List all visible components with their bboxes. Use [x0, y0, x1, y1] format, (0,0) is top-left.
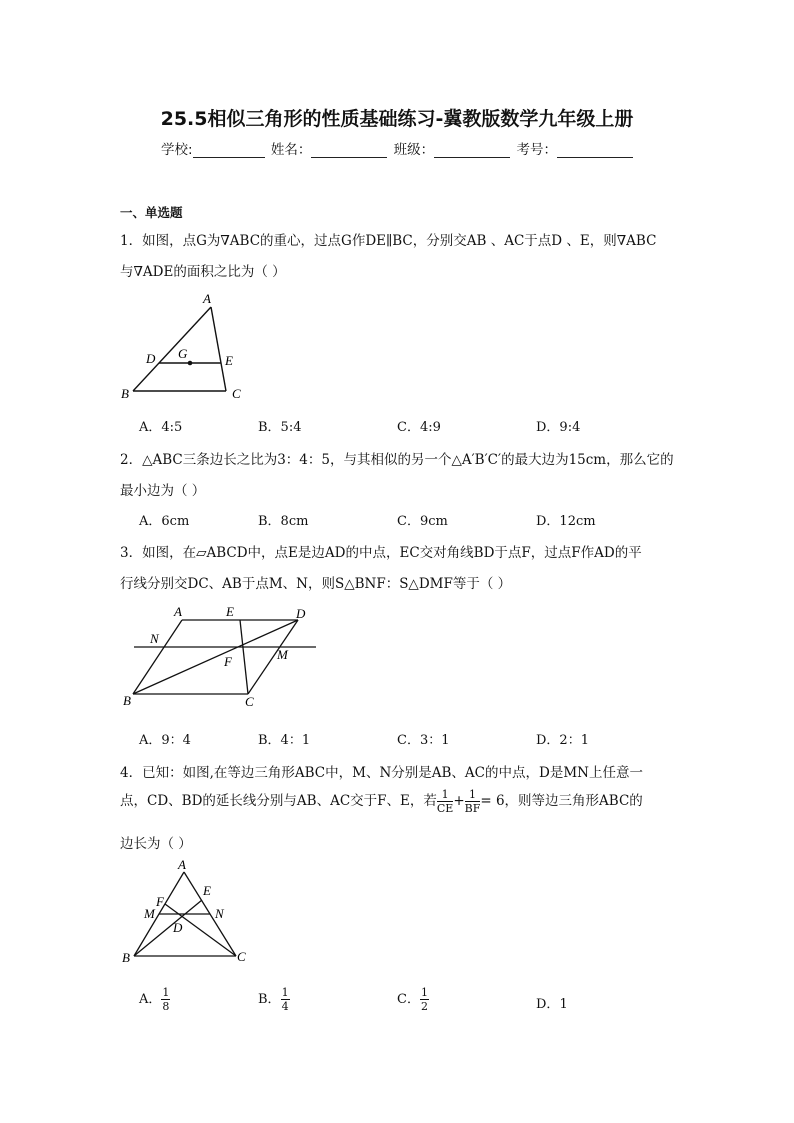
q1-figure: [116, 288, 256, 403]
q2-option-a[interactable]: A．6cm: [139, 514, 190, 529]
q3-label-n: N: [150, 631, 159, 646]
exam-no-label: 考号：: [516, 142, 557, 158]
q1-option-c[interactable]: C．4:9: [397, 420, 441, 435]
q3-label-m: M: [277, 647, 288, 662]
q1-label-e: E: [225, 353, 233, 368]
q1-stem-line1: 1．如图，点G为∇ABC的重心，过点G作DE∥BC，分别交AB 、AC于点D 、E，则∇ABC: [120, 233, 657, 249]
q1-side-ac: [211, 307, 226, 391]
page-title: 25.5相似三角形的性质基础练习-冀教版数学九年级上册: [160, 108, 634, 130]
q3-label-b: B: [123, 693, 131, 708]
q4-label-d: D: [173, 920, 183, 935]
q1-label-c: C: [232, 386, 241, 401]
q3-stem-line1: 3．如图，在▱ABCD中，点E是边AD的中点，EC交对角线BD于点F，过点F作AD的平: [120, 545, 642, 561]
q4-label-e: E: [203, 883, 211, 898]
q3-segment-ec: [240, 620, 248, 694]
q4-label-m: M: [144, 906, 155, 921]
q3-label-e: E: [226, 604, 234, 619]
q4-stem-line1: 4．已知：如图,在等边三角形ABC中，M、N分别是AB、AC的中点，D是MN上任意一: [120, 765, 643, 781]
q2-stem-line1: 2．△ABC三条边长之比为3：4：5，与其相似的另一个△A′B′C′的最大边为15cm，那么它的: [120, 452, 674, 468]
q4-label-a: A: [178, 860, 186, 872]
q4-option-a-fraction: $\frac{1}{8}$: [162, 986, 170, 1013]
q1-label-a: A: [203, 291, 211, 306]
name-blank[interactable]: [311, 143, 387, 158]
school-label: 学校:: [161, 142, 193, 158]
q4-stem-line2: [120, 788, 643, 815]
q1-point-g: [188, 361, 193, 366]
q3-label-f: F: [224, 654, 232, 669]
q4-figure: [116, 860, 256, 968]
q1-option-b[interactable]: B．5:4: [258, 420, 302, 435]
q4-option-c-fraction: $\frac{1}{2}$: [420, 986, 428, 1013]
q4-option-b[interactable]: B． $\frac{1}{4}$: [258, 986, 289, 1013]
school-blank[interactable]: [193, 143, 265, 158]
section-heading: 一、单选题: [120, 205, 183, 220]
class-label: 班级：: [393, 142, 435, 158]
q3-label-d: D: [296, 606, 306, 621]
name-label: 姓名：: [270, 142, 312, 158]
student-info-line: [0, 138, 794, 158]
q3-stem-line2: 行线分别交DC、AB于点M、N，则S△BNF：S△DMF等于（ ）: [120, 576, 512, 592]
q4-option-a[interactable]: A． $\frac{1}{8}$: [139, 986, 170, 1013]
q1-stem-line2: 与∇ADE的面积之比为（ ）: [120, 264, 286, 280]
q2-option-b[interactable]: B．8cm: [258, 514, 309, 529]
q4-label-n: N: [215, 906, 224, 921]
class-blank[interactable]: [434, 143, 510, 158]
q3-option-b[interactable]: B．4：1: [258, 733, 311, 748]
q2-stem-line2: 最小边为（ ）: [120, 483, 206, 499]
q4-stem-line3: 边长为（ ）: [120, 836, 192, 852]
q4-option-d[interactable]: D．1: [536, 997, 568, 1012]
q4-label-f: F: [156, 894, 164, 909]
q4-stem-line2-end: = 6，则等边三角形ABC的: [480, 793, 643, 809]
q3-label-a: A: [174, 604, 182, 619]
q4-option-b-fraction: $\frac{1}{4}$: [281, 986, 289, 1013]
q4-label-b: B: [122, 950, 130, 965]
q1-label-d: D: [146, 351, 156, 366]
q4-fraction-1-over-bf: $\frac{1}{BF}$: [464, 788, 481, 815]
q1-label-b: B: [121, 386, 129, 401]
q3-label-c: C: [245, 694, 254, 709]
q2-option-d[interactable]: D．12cm: [536, 514, 596, 529]
q3-option-a[interactable]: A．9：4: [139, 733, 191, 748]
q4-label-c: C: [237, 949, 246, 964]
q4-option-c[interactable]: C． $\frac{1}{2}$: [397, 986, 428, 1013]
q4-stem-line2-start: 点，CD、BD的延长线分别与AB、AC交于F、E，若: [120, 793, 437, 809]
exam-no-blank[interactable]: [557, 143, 633, 158]
q1-option-a[interactable]: A．4:5: [139, 420, 183, 435]
q4-plus-sign: +: [453, 793, 465, 809]
q1-option-d[interactable]: D．9:4: [536, 420, 581, 435]
q3-figure: [116, 600, 326, 712]
q1-label-g: G: [178, 346, 188, 361]
q1-side-ba: [133, 307, 211, 391]
q3-option-c[interactable]: C．3：1: [397, 733, 450, 748]
q4-fraction-1-over-ce: $\frac{1}{CE}$: [436, 788, 454, 815]
q3-option-d[interactable]: D．2：1: [536, 733, 589, 748]
q2-option-c[interactable]: C．9cm: [397, 514, 448, 529]
